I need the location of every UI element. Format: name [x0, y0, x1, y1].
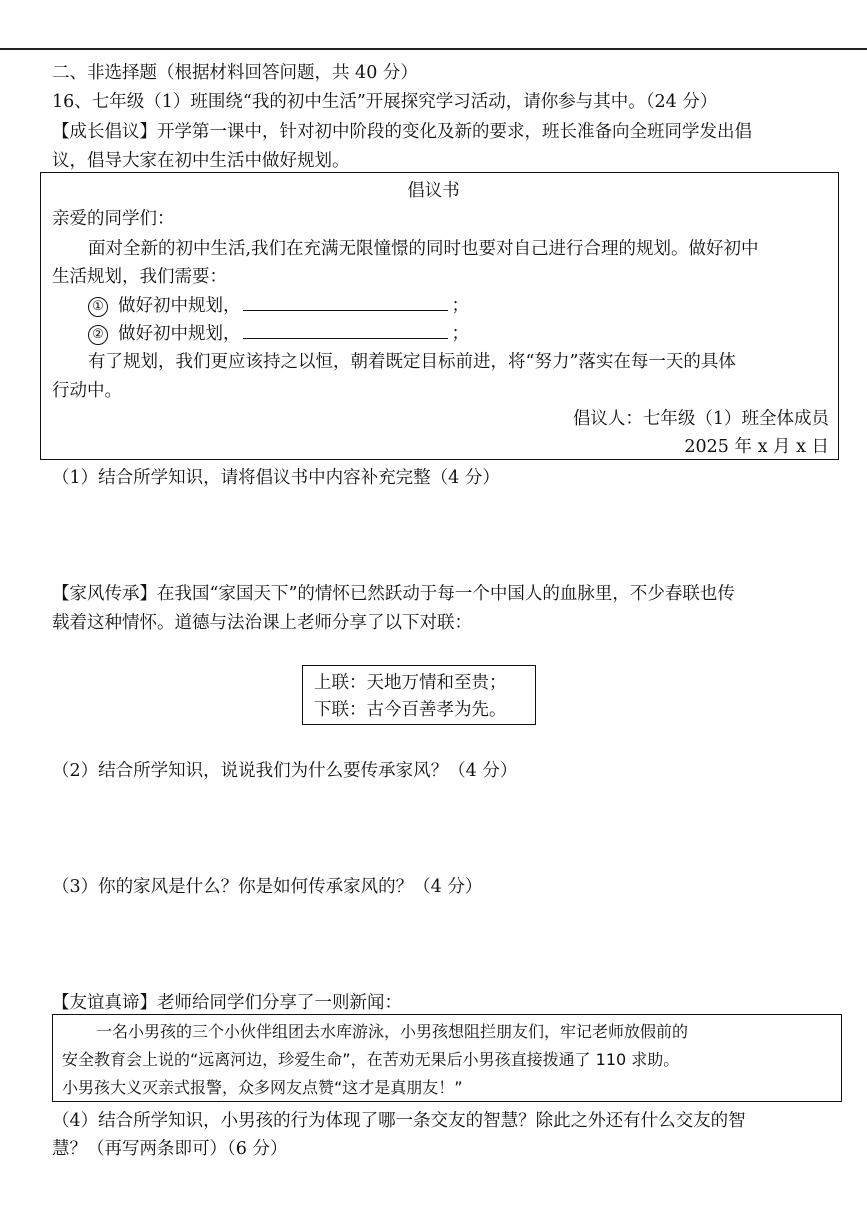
proposal-signer: 倡议人：七年级（1）班全体成员 [572, 409, 829, 429]
item-1-answer-blank[interactable] [243, 294, 448, 311]
couplet-lower: 下联：古今百善孝为先。 [314, 700, 507, 720]
item-1-end: ； [451, 296, 469, 316]
page-top-rule [0, 48, 867, 50]
family-intro-line-2: 载着这种情怀。道德与法治课上老师分享了以下对联： [52, 613, 472, 633]
question-1: （1）结合所学知识，请将倡议书中内容补充完整（4 分） [52, 468, 500, 488]
news-line-3: 小男孩大义灭亲式报警，众多网友点赞“这才是真朋友！” [62, 1078, 463, 1097]
proposal-para1-line1: 面对全新的初中生活,我们在充满无限憧憬的同时也要对自己进行合理的规划。做好初中 [88, 239, 759, 259]
news-line-2: 安全教育会上说的“远离河边，珍爱生命”，在苦劝无果后小男孩直接拨通了 110 求助。 [62, 1050, 680, 1069]
question-4-line-2: 慧？（再写两条即可）（6 分） [52, 1139, 288, 1159]
item-2-end: ； [451, 324, 469, 344]
question-3: （3）你的家风是什么？你是如何传承家风的？（4 分） [52, 877, 483, 897]
question-4-line-1: （4）结合所学知识，小男孩的行为体现了哪一条交友的智慧？除此之外还有什么交友的智 [52, 1111, 746, 1131]
proposal-item-1 [88, 294, 469, 317]
proposal-title: 倡议书 [407, 181, 460, 201]
question-2: （2）结合所学知识，说说我们为什么要传承家风？（4 分） [52, 761, 518, 781]
couplet-upper: 上联：天地万情和至贵； [314, 673, 507, 693]
friendship-intro: 【友谊真谛】老师给同学们分享了一则新闻： [52, 993, 402, 1013]
proposal-item-2 [88, 322, 469, 345]
proposal-greeting: 亲爱的同学们： [52, 209, 175, 229]
growth-intro-line-2: 议，倡导大家在初中生活中做好规划。 [52, 151, 350, 171]
news-line-1: 一名小男孩的三个小伙伴组团去水库游泳，小男孩想阻拦朋友们，牢记老师放假前的 [96, 1022, 689, 1041]
proposal-para2-line1: 有了规划，我们更应该持之以恒，朝着既定目标前进，将“努力”落实在每一天的具体 [88, 352, 736, 372]
proposal-para2-line2: 行动中。 [52, 381, 122, 401]
question-16-stem: 16、七年级（1）班围绕“我的初中生活”开展探究学习活动，请你参与其中。（24 分） [52, 92, 718, 112]
item-2-text: 做好初中规划， [118, 324, 241, 344]
item-1-number: ① [88, 297, 108, 317]
proposal-para1-line2: 生活规划，我们需要： [52, 267, 227, 287]
item-1-text: 做好初中规划， [118, 296, 241, 316]
item-2-answer-blank[interactable] [243, 322, 448, 339]
family-intro-line-1: 【家风传承】在我国“家国天下”的情怀已然跃动于每一个中国人的血脉里，不少春联也传 [52, 584, 735, 604]
growth-intro-line-1: 【成长倡议】开学第一课中，针对初中阶段的变化及新的要求，班长准备向全班同学发出倡 [52, 122, 752, 142]
section-title: 二、非选择题（根据材料回答问题，共 40 分） [52, 63, 418, 83]
item-2-number: ② [88, 325, 108, 345]
proposal-date: 2025 年 x 月 x 日 [684, 437, 829, 457]
